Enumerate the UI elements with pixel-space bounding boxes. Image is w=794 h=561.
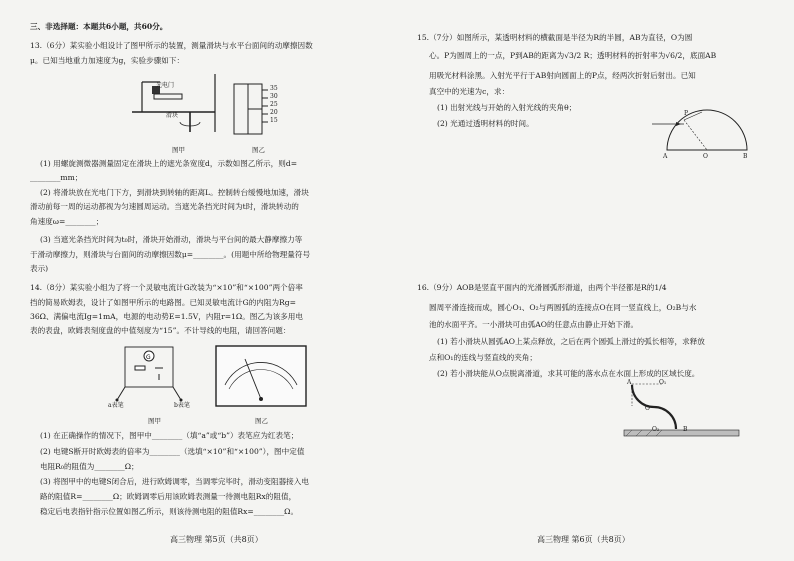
q14-line: 36Ω、满偏电流Ig=1mA，电源的电动势E=1.5V，内阻r=1Ω。图乙为该多用电 [30,312,303,321]
q16-line: (1) 若小滑块从圆弧AO上某点释放，之后在两个圆弧上滑过的弧长相等，求释放 [437,337,705,346]
q14-line: 14.（8分）某实验小组为了将一个灵敏电流计G改装为“×10”和“×100”两个倍率 [30,283,303,292]
q15-line: 15.（7分）如图所示，某透明材料的横截面是半径为R的半圆，AB为直径，O为圆 [417,33,693,42]
micrometer-tick: 35 [270,85,278,92]
q13-line: 于滑动摩擦力，则滑块与台面间的动摩擦因数μ=________。(用题中所给物理量符号 [30,250,311,259]
q13-line: μ。已知当地重力加速度为g，实验步骤如下： [30,56,185,65]
q16-line: 16.（9分）AOB是竖直平面内的光滑圆弧形滑道，由两个半径都是R的1/4 [417,283,667,292]
point-label: O [645,405,650,412]
q14-question: 电阻R₀的阻值为________Ω； [40,462,139,471]
q14-question: 路的阻值R=________Ω；欧姆调零后用该欧姆表测量一待测电阻Rx的阻值， [40,492,297,501]
q15-line: (1) 出射光线与开始的入射光线的夹角θ； [437,103,577,112]
probe-a-label: a表笔 [108,402,124,409]
q15-line: 心。P为圆周上的一点，P到AB的距离为√3/2 R；透明材料的折射率为√6/2，底面AB [429,51,717,60]
q13-line: 表示) [30,264,49,273]
q16-line: 圆周平滑连接而成，圆心O₁、O₂与两圆弧的连接点O在同一竖直线上，O₂B与水 [429,303,697,312]
point-label: B [743,153,748,160]
q16-line: 池的水面平齐。一小滑块可由弧AO的任意点由静止开始下滑。 [429,320,639,329]
q15-line: 真空中的光速为c，求： [429,87,510,96]
q13-line: ________mm； [30,173,83,182]
figure-caption: 图甲 [148,417,161,425]
micrometer-tick: 15 [270,117,278,124]
point-label: B [683,426,688,433]
q13-line: 滑动前每一周的运动都视为匀速圆周运动。当遮光条挡光时间为t时，滑块转动的 [30,202,299,211]
point-label: O₁ [659,379,667,386]
probe-b-label: b表笔 [174,402,190,409]
photogate-label: 光电门 [156,82,175,89]
meter-dial-figure [215,345,307,407]
micrometer-tick: 20 [270,109,278,116]
q14-line: 挡的简易欧姆表，设计了如图甲所示的电路图。已知灵敏电流计G的内阻为Rg= [30,298,297,307]
slide-track-figure [622,382,742,442]
ohmmeter-circuit-figure [115,342,195,402]
point-label: A [663,153,668,160]
point-label: O [703,153,708,160]
page-footer: 高三物理 第6页（共8页） [537,535,630,544]
q16-line: (2) 若小滑块能从O点脱离滑道，求其可能的落水点在水面上形成的区域长度。 [437,369,700,378]
q15-line: 用吸光材料涂黑。入射光平行于AB射向圆面上的P点，经两次折射后射出。已知 [429,71,696,80]
figure-caption: 图甲 [172,146,185,154]
point-label: O₂ [652,426,660,433]
section-heading: 三、非选择题：本题共6小题，共60分。 [30,22,168,31]
point-label: A [627,379,632,386]
semicircle-figure [662,98,752,158]
q15-line: (2) 光通过透明材料的时间。 [437,119,534,128]
q13-line: (2) 将滑块放在光电门下方，到滑块到转轴的距离L。控制转台缓慢地加速，滑块 [40,188,309,197]
point-label: P [684,110,689,117]
q13-line: (1) 用螺旋测微器测量固定在滑块上的遮光条宽度d，示数如图乙所示，则d= [40,159,298,168]
micrometer-tick: 25 [270,101,278,108]
q13-line: 13.（6分）某实验小组设计了图甲所示的装置，测量滑块与水平台面间的动摩擦因数 [30,41,313,50]
right-page [397,0,794,561]
q14-question: 稳定后电表指针指示位置如图乙所示，则该待测电阻的阻值Rx=________Ω。 [40,507,299,516]
page-footer: 高三物理 第5页（共8页） [170,535,263,544]
photogate-apparatus-figure [130,72,230,142]
q14-question: (2) 电键S断开时欧姆表的倍率为________（选填“×10”和“×100”），图中定值 [40,447,305,456]
q14-question: (1) 在正确操作的情况下，图甲中________（填“a”或“b”）表笔应为红表笔； [40,431,299,440]
q13-line: 角速度ω=________； [30,217,104,226]
svg-text:G: G [146,354,151,361]
q14-question: (3) 将图甲中的电键S闭合后，进行欧姆调零，当调零完毕时，滑动变阻器接入电 [40,477,309,486]
q16-line: 点和O₁的连线与竖直线的夹角； [429,353,537,362]
slider-label: 滑块 [166,112,179,119]
q14-line: 表的表盘，欧姆表刻度盘的中值刻度为“15”。不计导线的电阻，请回答问题： [30,326,291,335]
figure-caption: 图乙 [255,417,268,425]
figure-caption: 图乙 [252,146,265,154]
q13-line: (3) 当遮光条挡光时间为t₀时，滑块开始滑动，滑块与平台间的最大静摩擦力等 [40,235,303,244]
micrometer-tick: 30 [270,93,278,100]
